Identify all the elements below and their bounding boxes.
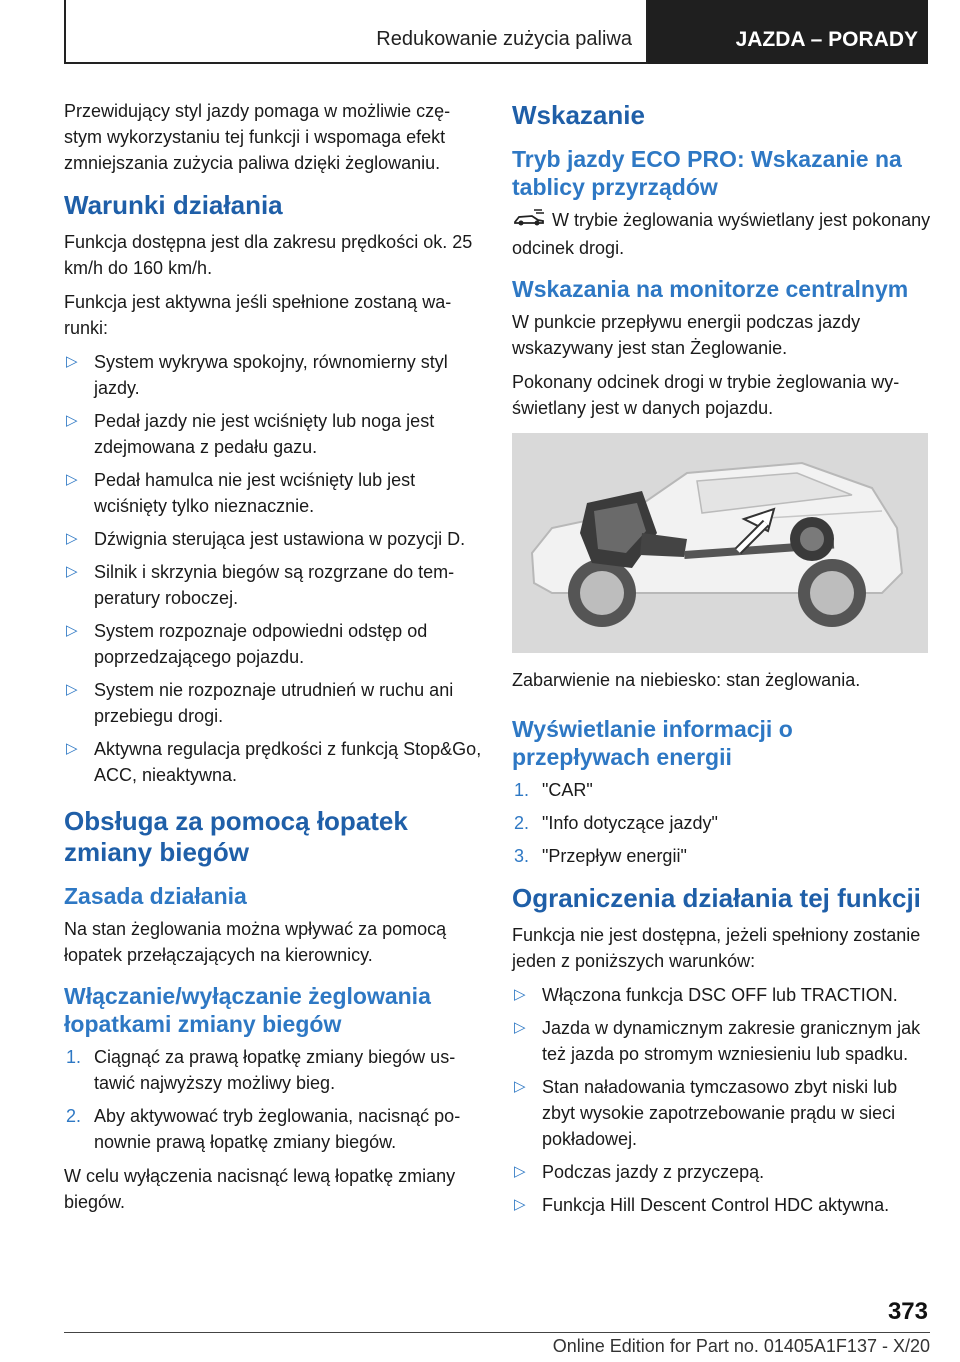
eco-heading: Tryb jazdy ECO PRO: Wskazanie na tablicy przyrządów bbox=[512, 146, 902, 200]
header-chapter-title: JAZDA – PORADY bbox=[735, 28, 918, 51]
triangle-right-icon: ▷ bbox=[66, 681, 78, 698]
triangle-right-icon: ▷ bbox=[66, 353, 78, 370]
toggle-heading: Włączanie/wyłączanie żeglowania łopatkami zmiany biegów bbox=[64, 983, 431, 1037]
header-section-box bbox=[64, 0, 648, 64]
energy-heading: Wyświetlanie informacji o przepływach energii bbox=[512, 715, 793, 770]
triangle-right-icon: ▷ bbox=[66, 563, 78, 580]
step-number: 1. bbox=[514, 779, 530, 800]
list-item-text: Pedał hamulca nie jest wciśnięty lub jest wciśnięty tylko nieznacznie. bbox=[94, 470, 416, 516]
list-item-text: Podczas jazdy z przyczepą. bbox=[542, 1161, 765, 1182]
right-column bbox=[512, 98, 932, 1226]
list-item-text: Funkcja Hill Descent Control HDC aktywna. bbox=[542, 1194, 890, 1215]
energy-steps-list bbox=[512, 777, 932, 869]
conditions-list bbox=[64, 349, 482, 788]
triangle-right-icon: ▷ bbox=[66, 471, 78, 488]
list-item-text: Włączona funkcja DSC OFF lub TRACTION. bbox=[542, 984, 898, 1005]
step-text: Aby aktywować tryb żeglowania, nacisnąć ponownie prawą łopatkę zmiany biegów. bbox=[94, 1106, 461, 1152]
page-number: 373 bbox=[887, 1298, 928, 1325]
list-item bbox=[64, 618, 482, 670]
list-item bbox=[64, 408, 482, 460]
list-item bbox=[512, 1192, 932, 1218]
step-text: "Przepływ energii" bbox=[542, 845, 687, 866]
limits-heading: Ograniczenia działania tej funkcji bbox=[512, 882, 921, 913]
vehicle-drivetrain-image bbox=[512, 433, 928, 653]
triangle-right-icon: ▷ bbox=[514, 1018, 526, 1036]
list-item-text: Pedał jazdy nie jest wciśnięty lub noga jest zdejmowana z pedału gazu. bbox=[94, 411, 435, 457]
display-heading: Wskazanie bbox=[512, 100, 645, 130]
list-item-text: System nie rozpoznaje utrudnień w ruchu ani przebiegu drogi. bbox=[94, 680, 454, 726]
list-item-text: Dźwignia sterująca jest ustawiona w pozycji D. bbox=[94, 529, 466, 549]
list-item bbox=[64, 559, 482, 611]
monitor-text-2: Pokonany odcinek drogi w trybie żeglowania wyświetlany jest w danych pojazdu. bbox=[512, 371, 900, 418]
monitor-text-1: W punkcie przepływu energii podczas jazdy wskazywany jest stan Żeglowanie. bbox=[512, 311, 861, 358]
step-item bbox=[512, 843, 932, 869]
step-item bbox=[512, 777, 932, 803]
principle-heading: Zasada działania bbox=[64, 883, 247, 909]
list-item bbox=[64, 467, 482, 519]
triangle-right-icon: ▷ bbox=[514, 1077, 526, 1095]
intro-paragraph: Przewidujący styl jazdy pomaga w możliwie częstym wykorzystaniu tej funkcji i wspomaga efekt zmniejszania zużycia paliwa dzięki żeglowaniu. bbox=[64, 101, 451, 173]
step-item bbox=[64, 1103, 482, 1155]
triangle-right-icon: ▷ bbox=[66, 412, 78, 429]
toggle-off-text: W celu wyłączenia nacisnąć lewą łopatkę zmiany biegów. bbox=[64, 1166, 456, 1212]
list-item bbox=[64, 677, 482, 729]
list-item bbox=[64, 736, 482, 788]
header-chapter-box bbox=[648, 0, 928, 64]
monitor-heading: Wskazania na monitorze centralnym bbox=[512, 275, 909, 302]
list-item bbox=[512, 1074, 932, 1152]
paddles-heading: Obsługa za pomocą łopatek zmiany biegów bbox=[64, 806, 408, 867]
eco-text: W trybie żeglowania wyświetlany jest pokonany odcinek drogi. bbox=[512, 210, 931, 258]
conditions-speed-text: Funkcja dostępna jest dla zakresu prędkości ok. 25 km/h do 160 km/h. bbox=[64, 232, 473, 278]
step-number: 2. bbox=[66, 1106, 82, 1126]
list-item bbox=[64, 526, 482, 552]
triangle-right-icon: ▷ bbox=[514, 1162, 526, 1180]
triangle-right-icon: ▷ bbox=[66, 530, 78, 547]
list-item bbox=[512, 1159, 932, 1185]
toggle-steps-list bbox=[64, 1044, 482, 1155]
step-number: 2. bbox=[514, 812, 530, 833]
list-item-text: System rozpoznaje odpowiedni odstęp od poprzedzającego pojazdu. bbox=[94, 621, 428, 667]
step-number: 3. bbox=[514, 845, 530, 866]
limits-list bbox=[512, 982, 932, 1218]
header-section-title: Redukowanie zużycia paliwa bbox=[376, 28, 632, 50]
triangle-right-icon: ▷ bbox=[514, 985, 526, 1003]
list-item bbox=[512, 982, 932, 1008]
list-item-text: Silnik i skrzynia biegów są rozgrzane do temperatury roboczej. bbox=[94, 562, 455, 608]
page-header bbox=[64, 0, 928, 64]
step-text: "Info dotyczące jazdy" bbox=[542, 812, 718, 833]
step-text: Ciągnąć za prawą łopatkę zmiany biegów ustawić najwyższy możliwy bieg. bbox=[94, 1047, 456, 1093]
list-item-text: System wykrywa spokojny, równomierny styl jazdy. bbox=[94, 352, 448, 398]
step-number: 1. bbox=[66, 1047, 82, 1067]
step-text: "CAR" bbox=[542, 779, 593, 800]
triangle-right-icon: ▷ bbox=[66, 622, 78, 639]
step-item bbox=[512, 810, 932, 836]
footer-divider bbox=[64, 1332, 930, 1333]
list-item bbox=[512, 1015, 932, 1067]
left-column bbox=[64, 98, 482, 1223]
triangle-right-icon: ▷ bbox=[514, 1195, 526, 1213]
list-item bbox=[64, 349, 482, 401]
triangle-right-icon: ▷ bbox=[66, 740, 78, 757]
limits-intro-text: Funkcja nie jest dostępna, jeżeli spełniony zostanie jeden z poniższych warunków: bbox=[512, 924, 921, 971]
list-item-text: Stan naładowania tymczasowo zbyt niski lub zbyt wysokie zapotrzebowanie prądu w sieci pokładowej. bbox=[542, 1076, 898, 1149]
conditions-heading: Warunki działania bbox=[64, 190, 283, 220]
list-item-text: Aktywna regulacja prędkości z funkcją Stop&Go, ACC, nieaktywna. bbox=[94, 739, 482, 785]
conditions-intro-text: Funkcja jest aktywna jeśli spełnione zostaną warunki: bbox=[64, 292, 452, 338]
car-sailing-icon bbox=[512, 208, 546, 235]
list-item-text: Jazda w dynamicznym zakresie granicznym jak też jazda po stromym wzniesieniu lub spadku. bbox=[542, 1017, 921, 1064]
footer-edition: Online Edition for Part no. 01405A1F137 - X/20 bbox=[552, 1336, 930, 1356]
principle-text: Na stan żeglowania można wpływać za pomocą łopatek przełączających na kierownicy. bbox=[64, 919, 447, 965]
image-caption: Zabarwienie na niebiesko: stan żeglowania. bbox=[512, 669, 861, 690]
step-item bbox=[64, 1044, 482, 1096]
eco-text-paragraph bbox=[512, 207, 932, 261]
